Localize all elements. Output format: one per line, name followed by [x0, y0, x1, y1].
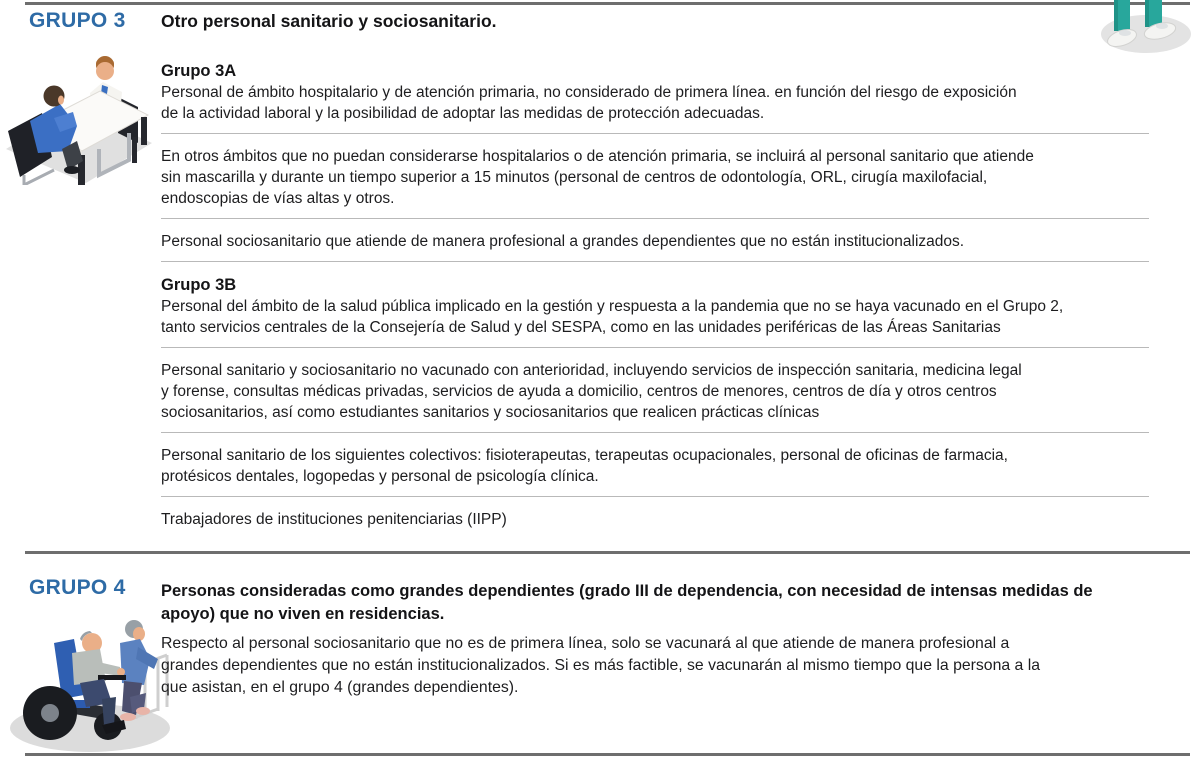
- group4-content: [161, 580, 1151, 699]
- paragraph-line: En otros ámbitos que no puedan considerarse hospitalarios o de atención primaria, se incluirá al personal sanitario que atiende: [161, 148, 1034, 165]
- paragraph-line: grandes dependientes que no están institucionalizados. Si es más factible, se vacunarán al mismo tiempo que la persona a la: [161, 657, 1041, 674]
- paragraph-line: y forense, consultas médicas privadas, servicios de ayuda a domicilio, centros de menores, centros de día y otros centros: [161, 383, 997, 400]
- group4-label: GRUPO 4: [29, 576, 126, 599]
- paragraph-divider: [161, 347, 1149, 348]
- paragraph-line: Personal sociosanitario que atiende de manera profesional a grandes dependientes que no están institucionalizados.: [161, 233, 965, 250]
- paragraph-divider: [161, 133, 1149, 134]
- paragraph-divider: [161, 496, 1149, 497]
- paragraph-line: Personal sanitario y sociosanitario no vacunado con anterioridad, incluyendo servicios de inspección sanitaria, medicina legal: [161, 362, 1022, 379]
- paragraph: [161, 146, 1151, 209]
- paragraph-line: tanto servicios centrales de la Consejería de Salud y del SESPA, como en las unidades periféricas de las Áreas Sanitarias: [161, 319, 1001, 336]
- paragraph-line: Trabajadores de instituciones penitenciarias (IIPP): [161, 511, 507, 528]
- paragraph-line: Personal de ámbito hospitalario y de atención primaria, no considerado de primera línea. en función del riesgo de exposición: [161, 84, 1017, 101]
- top-section-rule: [25, 2, 1190, 5]
- paragraph-divider: [161, 218, 1149, 219]
- group3-label: GRUPO 3: [29, 9, 126, 32]
- paragraph-line: sociosanitarios, así como estudiantes sanitarios y sociosanitarios que realicen prácticas clínicas: [161, 404, 820, 421]
- paragraph: [161, 509, 1151, 530]
- paragraph-line: de la actividad laboral y la posibilidad de adoptar las medidas de protección adecuadas.: [161, 105, 765, 122]
- subgroup-3b-heading: Grupo 3B: [161, 276, 237, 294]
- group4-title-line: apoyo) que no viven en residencias.: [161, 605, 445, 623]
- paragraph-line: Personal sanitario de los siguientes colectivos: fisioterapeutas, terapeutas ocupacionales, personal de oficinas de farmacia,: [161, 447, 1008, 464]
- paragraph-line: Respecto al personal sociosanitario que no es de primera línea, solo se vacunará al que atiende de manera profesional a: [161, 635, 1010, 652]
- paragraph: [161, 360, 1151, 423]
- paragraph-divider: [161, 261, 1149, 262]
- bottom-section-rule: [25, 753, 1190, 756]
- wheelchair-user-and-elderly-walker-illustration: [8, 597, 173, 762]
- paragraph: [161, 231, 1151, 252]
- paragraph-line: sin mascarilla y durante un tiempo superior a 15 minutos (personal de centros de odontología, ORL, cirugía maxilofacial,: [161, 169, 988, 186]
- paragraph-line: protésicos dentales, logopedas y personal de psicología clínica.: [161, 468, 599, 485]
- doctor-patient-consultation-illustration: [2, 33, 154, 190]
- group3-title: Otro personal sanitario y sociosanitario.: [161, 11, 497, 31]
- paragraph: [161, 82, 1151, 124]
- paragraph: [161, 445, 1151, 487]
- paragraph-line: que asistan, en el grupo 4 (grandes dependientes).: [161, 679, 519, 696]
- subgroup-3a-heading: Grupo 3A: [161, 62, 237, 80]
- mid-section-rule: [25, 551, 1190, 554]
- paragraph: [161, 296, 1151, 338]
- paragraph-line: endoscopias de vías altas y otros.: [161, 190, 395, 207]
- group4-body: [161, 633, 1151, 699]
- paragraph-divider: [161, 432, 1149, 433]
- group4-title-line: Personas consideradas como grandes dependientes (grado III de dependencia, con necesidad de intensas medidas de: [161, 582, 1093, 600]
- paragraph-line: Personal del ámbito de la salud pública implicado en la gestión y respuesta a la pandemia que no se haya vacunado en el Grupo 2,: [161, 298, 1064, 315]
- group3-content: [161, 10, 1151, 530]
